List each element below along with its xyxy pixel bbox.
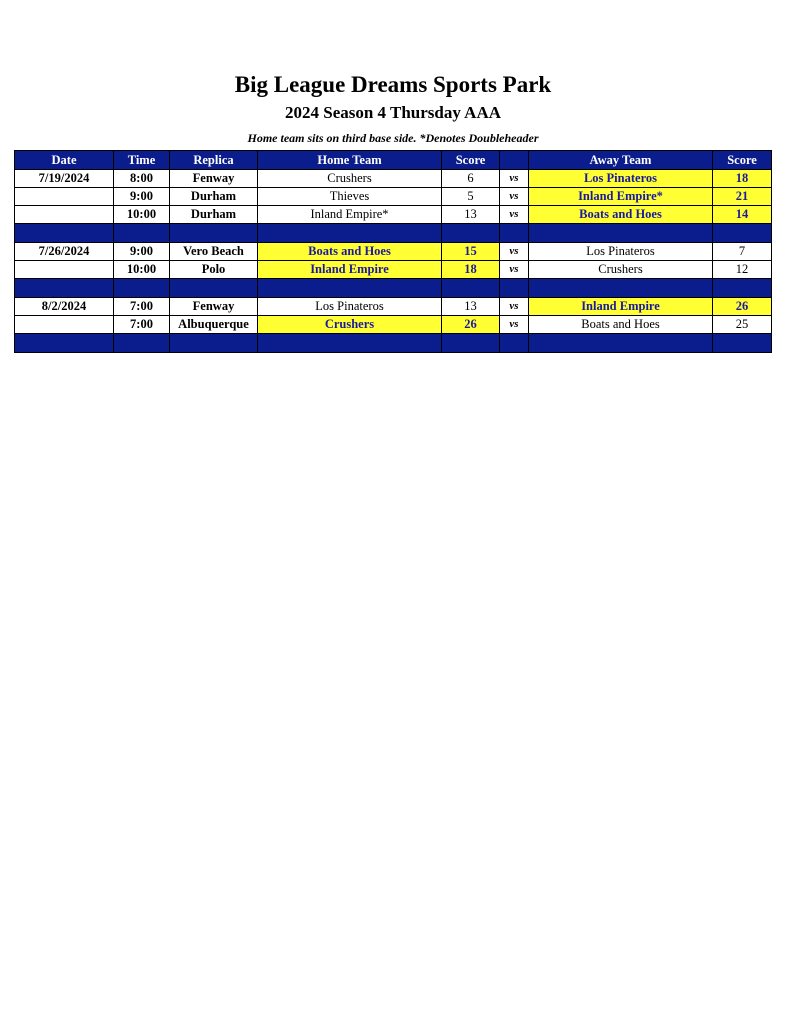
vs-label: vs xyxy=(500,188,529,206)
game-time: 10:00 xyxy=(114,206,170,224)
col-home-score-header: Score xyxy=(442,151,500,170)
home-score: 5 xyxy=(442,188,500,206)
game-replica: Durham xyxy=(170,206,258,224)
away-team: Boats and Hoes xyxy=(529,206,713,224)
game-date xyxy=(15,261,114,279)
game-time: 10:00 xyxy=(114,261,170,279)
game-replica: Fenway xyxy=(170,170,258,188)
col-time-header: Time xyxy=(114,151,170,170)
away-score: 12 xyxy=(713,261,772,279)
home-team: Los Pinateros xyxy=(258,298,442,316)
away-score: 26 xyxy=(713,298,772,316)
game-replica: Albuquerque xyxy=(170,316,258,334)
home-team: Inland Empire* xyxy=(258,206,442,224)
game-time: 7:00 xyxy=(114,316,170,334)
col-away-score-header: Score xyxy=(713,151,772,170)
table-row xyxy=(15,188,772,206)
col-date-header: Date xyxy=(15,151,114,170)
away-score: 14 xyxy=(713,206,772,224)
game-time: 9:00 xyxy=(114,188,170,206)
away-team: Inland Empire* xyxy=(529,188,713,206)
vs-label: vs xyxy=(500,243,529,261)
vs-label: vs xyxy=(500,206,529,224)
vs-label: vs xyxy=(500,170,529,188)
schedule-note: Home team sits on third base side. *Denotes Doubleheader xyxy=(247,131,539,145)
col-replica-header: Replica xyxy=(170,151,258,170)
col-vs-header xyxy=(500,151,529,170)
away-team: Inland Empire xyxy=(529,298,713,316)
table-row xyxy=(15,298,772,316)
table-row xyxy=(15,170,772,188)
away-team: Los Pinateros xyxy=(529,170,713,188)
game-replica: Vero Beach xyxy=(170,243,258,261)
game-date: 7/19/2024 xyxy=(15,170,114,188)
col-away-team-header: Away Team xyxy=(529,151,713,170)
home-score: 15 xyxy=(442,243,500,261)
away-team: Crushers xyxy=(529,261,713,279)
home-score: 26 xyxy=(442,316,500,334)
game-replica: Polo xyxy=(170,261,258,279)
table-row xyxy=(15,243,772,261)
home-team: Crushers xyxy=(258,170,442,188)
header-row xyxy=(15,151,772,170)
away-team: Boats and Hoes xyxy=(529,316,713,334)
vs-label: vs xyxy=(500,298,529,316)
game-replica: Durham xyxy=(170,188,258,206)
home-team: Boats and Hoes xyxy=(258,243,442,261)
away-score: 7 xyxy=(713,243,772,261)
table-row xyxy=(15,316,772,334)
week-separator xyxy=(15,279,772,298)
game-time: 9:00 xyxy=(114,243,170,261)
away-team: Los Pinateros xyxy=(529,243,713,261)
game-date xyxy=(15,316,114,334)
col-home-team-header: Home Team xyxy=(258,151,442,170)
home-team: Crushers xyxy=(258,316,442,334)
away-score: 25 xyxy=(713,316,772,334)
vs-label: vs xyxy=(500,316,529,334)
game-replica: Fenway xyxy=(170,298,258,316)
game-date: 7/26/2024 xyxy=(15,243,114,261)
home-team: Inland Empire xyxy=(258,261,442,279)
home-score: 13 xyxy=(442,206,500,224)
game-time: 8:00 xyxy=(114,170,170,188)
home-team: Thieves xyxy=(258,188,442,206)
week-separator xyxy=(15,334,772,353)
table-row xyxy=(15,206,772,224)
vs-label: vs xyxy=(500,261,529,279)
home-score: 13 xyxy=(442,298,500,316)
schedule-table xyxy=(14,150,772,353)
home-score: 6 xyxy=(442,170,500,188)
season-subtitle: 2024 Season 4 Thursday AAA xyxy=(284,103,502,122)
game-date xyxy=(15,188,114,206)
table-row xyxy=(15,261,772,279)
week-separator xyxy=(15,224,772,243)
home-score: 18 xyxy=(442,261,500,279)
away-score: 18 xyxy=(713,170,772,188)
away-score: 21 xyxy=(713,188,772,206)
park-title: Big League Dreams Sports Park xyxy=(234,72,552,97)
game-date xyxy=(15,206,114,224)
game-date: 8/2/2024 xyxy=(15,298,114,316)
game-time: 7:00 xyxy=(114,298,170,316)
